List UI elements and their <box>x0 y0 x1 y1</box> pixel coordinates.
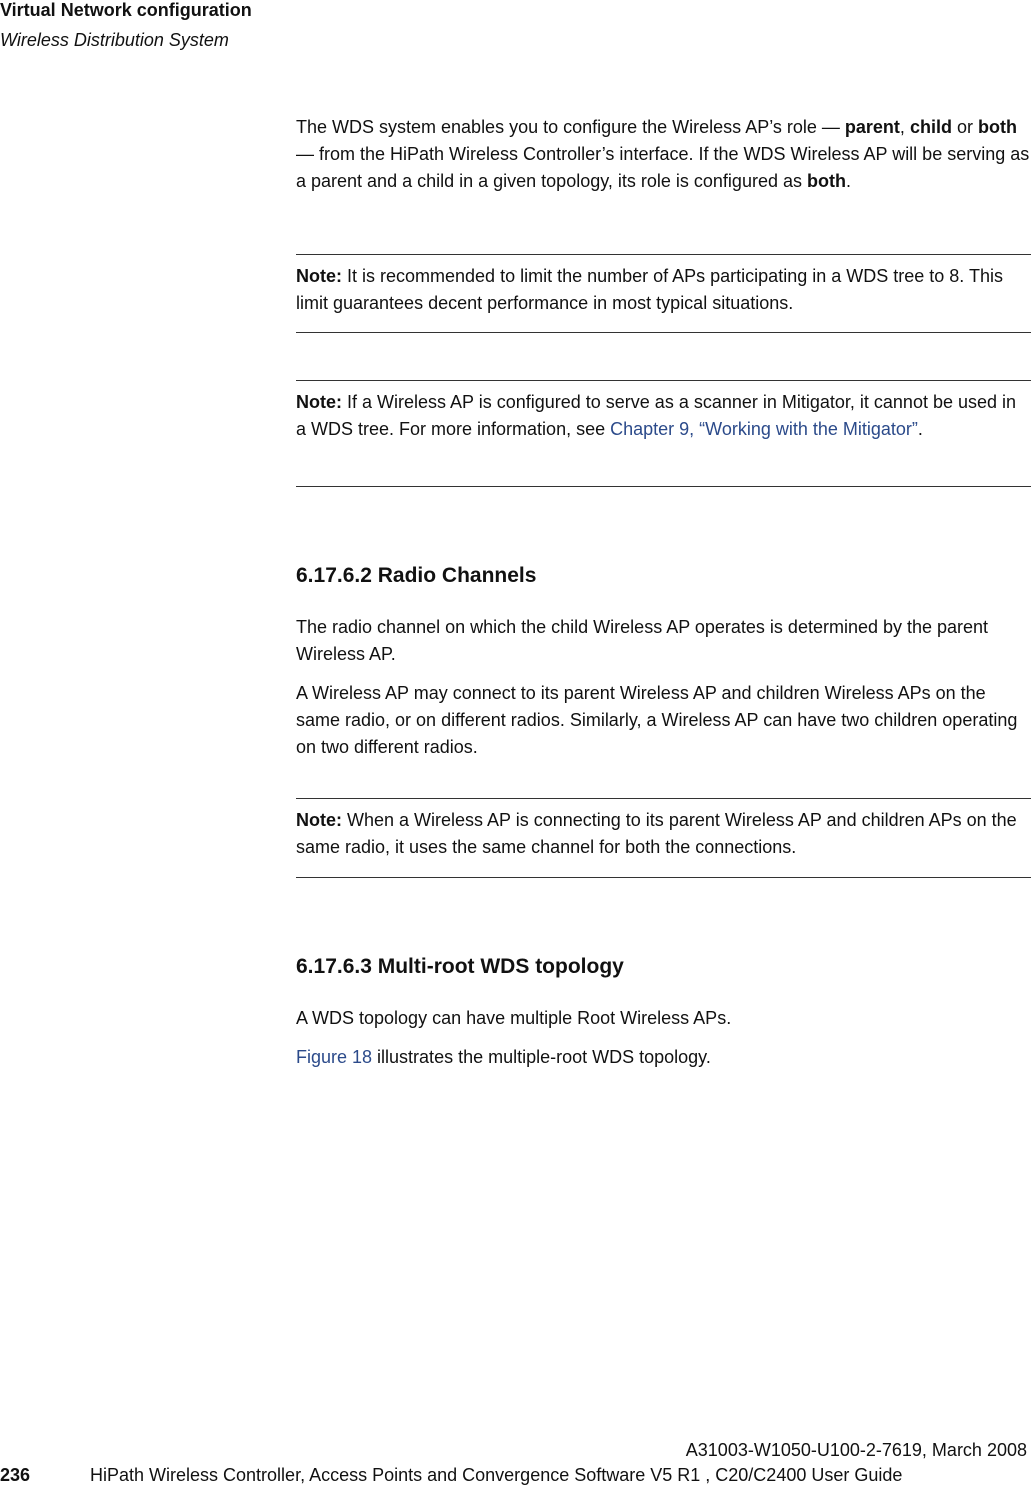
paragraph: A WDS topology can have multiple Root Wireless APs. <box>296 1008 732 1028</box>
role-parent: parent <box>844 117 900 137</box>
note-mitigator <box>296 380 1031 487</box>
role-both: both <box>977 117 1017 137</box>
role-child: child <box>909 117 952 137</box>
note-text: Note: If a Wireless AP is configured to serve as a scanner in Mitigator, it cannot be used in a WDS tree. For more information, see Chapter 9, “Working with the Mitigator”. <box>296 392 1017 439</box>
intro-paragraph: The WDS system enables you to configure the Wireless AP’s role — parent, child or both — from the HiPath Wireless Controller’s interface. If the WDS Wireless AP will be serving as a parent and a child in a given topology, its role is configured as both. <box>296 117 1030 191</box>
section-heading-multi-root: 6.17.6.3 Multi-root WDS topology <box>296 955 624 978</box>
note-wds-limit <box>296 254 1031 333</box>
note-label: Note: <box>296 392 342 412</box>
running-header-title: Virtual Network configuration <box>0 0 252 20</box>
intro-block <box>296 114 1031 195</box>
paragraph: A Wireless AP may connect to its parent Wireless AP and children Wireless APs on the same radio, or on different radios. Similarly, a Wireless AP can have two children operating on two different radios. <box>296 683 1018 757</box>
note-label: Note: <box>296 266 342 286</box>
multi-root-body <box>296 1005 1031 1071</box>
note-text: Note: When a Wireless AP is connecting to its parent Wireless AP and children APs on the same radio, it uses the same channel for both the connections. <box>296 810 1017 857</box>
chapter-9-link[interactable]: Chapter 9, “Working with the Mitigator” <box>610 419 918 439</box>
paragraph: The radio channel on which the child Wireless AP operates is determined by the parent Wireless AP. <box>296 617 989 664</box>
footer-guide-title: HiPath Wireless Controller, Access Points and Convergence Software V5 R1 , C20/C2400 User Guide <box>90 1465 903 1485</box>
footer-document-id: A31003-W1050-U100-2-7619, March 2008 <box>685 1440 1027 1460</box>
note-same-radio <box>296 798 1031 878</box>
radio-channels-body <box>296 614 1031 761</box>
running-header-subtitle: Wireless Distribution System <box>0 30 229 50</box>
paragraph: Figure 18 illustrates the multiple-root WDS topology. <box>296 1047 711 1067</box>
figure-18-link[interactable]: Figure 18 <box>296 1047 373 1067</box>
note-label: Note: <box>296 810 342 830</box>
note-text: Note: It is recommended to limit the number of APs participating in a WDS tree to 8. This limit guarantees decent performance in most typical situations. <box>296 266 1003 313</box>
page-number: 236 <box>0 1465 31 1485</box>
role-both-config: both <box>806 171 846 191</box>
section-heading-radio-channels: 6.17.6.2 Radio Channels <box>296 564 537 587</box>
